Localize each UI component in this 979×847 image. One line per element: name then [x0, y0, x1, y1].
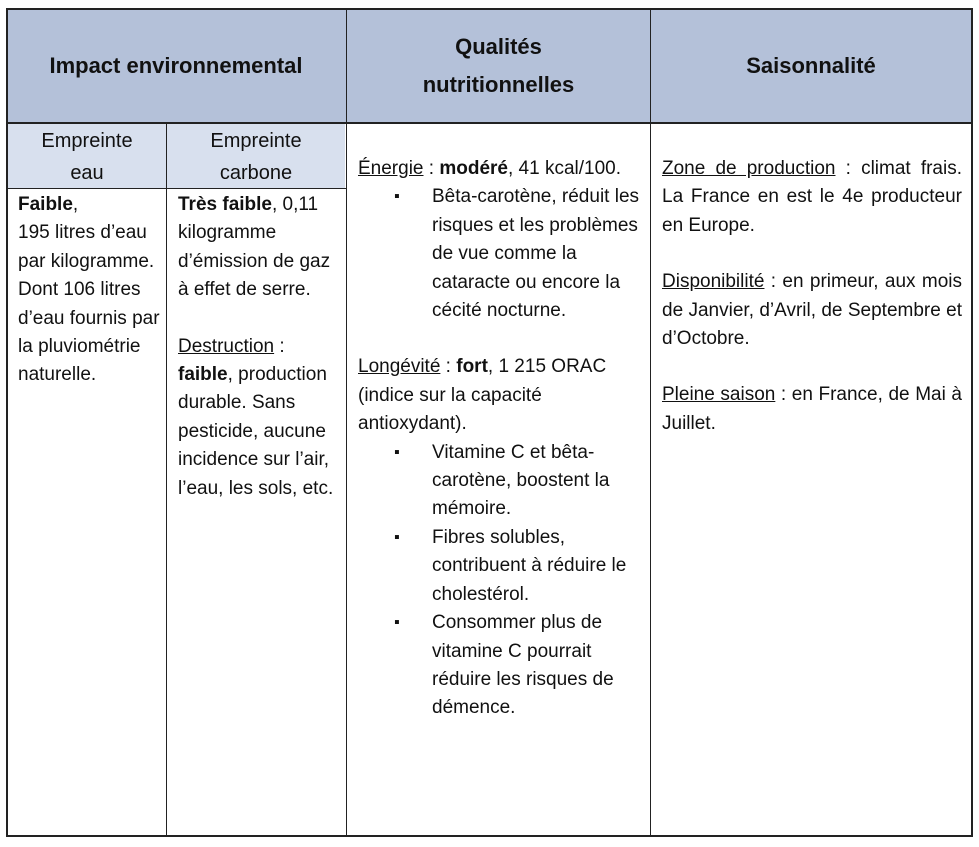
- header-qualites-line1: Qualités: [455, 34, 542, 59]
- cell-qualites-nutritionnelles: [358, 155, 642, 723]
- cell-saisonnalite: [662, 155, 962, 438]
- longevite-rating: fort: [456, 356, 488, 378]
- subheader-divider: [6, 188, 347, 189]
- subheader-empreinte-carbone: [167, 124, 345, 188]
- energie-bullet-list: [358, 183, 642, 325]
- cell-empreinte-eau: [18, 191, 162, 390]
- destruction-description: , production durable. Sans pesticide, aucune incidence sur l’air, l’eau, les sols, etc.: [178, 364, 334, 499]
- table-border-bottom: [6, 835, 973, 837]
- table-border-left: [6, 8, 8, 837]
- eau-description: , 195 litres d’eau par kilogramme. Dont 106 litres d’eau fournis par la pluviométrie naturelle.: [18, 194, 160, 386]
- table-border-right: [971, 8, 973, 837]
- energie-paragraph: [358, 155, 642, 183]
- carbone-rating: Très faible: [178, 194, 272, 215]
- pleine-saison-text: : en France, de Mai à Juillet.: [662, 384, 962, 434]
- table-border-top: [6, 8, 973, 10]
- header-qualites-nutritionnelles: [347, 10, 650, 122]
- energie-rating: modéré: [439, 158, 508, 179]
- header-saisonnalite: [651, 10, 971, 122]
- carbone-paragraph: [178, 191, 338, 305]
- header-impact-environnemental: [6, 10, 346, 122]
- longevite-description: , 1 215 ORAC (indice sur la capacité antioxydant).: [358, 356, 607, 435]
- longevite-label: Longévité: [358, 356, 441, 378]
- cell-empreinte-carbone: [178, 191, 338, 503]
- column-divider-1: [346, 8, 347, 837]
- list-item: ▪ Fibres solubles, contribuent à réduire le cholestérol.: [358, 524, 642, 609]
- list-item: ▪ Vitamine C et bêta-carotène, boostent la mémoire.: [358, 439, 642, 524]
- header-impact-label: Impact environnemental: [49, 53, 303, 78]
- header-divider: [6, 122, 973, 124]
- destruction-paragraph: [178, 333, 338, 503]
- column-divider-eau-carbone: [166, 122, 167, 837]
- pleine-saison-paragraph: [662, 381, 962, 438]
- zone-production-label: Zone de production: [662, 158, 836, 179]
- column-divider-2: [650, 8, 651, 837]
- pleine-saison-label: Pleine saison: [662, 384, 776, 406]
- carbone-description: , 0,11 kilogramme d’émission de gaz à effet de serre.: [178, 194, 331, 301]
- subheader-eau-line2: eau: [70, 162, 104, 184]
- list-item: ▪ Consommer plus de vitamine C pourrait réduire les risques de démence.: [358, 609, 642, 723]
- list-item: ▪ Bêta-carotène, réduit les risques et les problèmes de vue comme la cataracte ou encore la cécité nocturne.: [358, 183, 642, 325]
- longevite-sep: :: [440, 356, 457, 378]
- energie-label: Énergie: [358, 158, 424, 179]
- subheader-empreinte-eau: [8, 124, 166, 188]
- energie-sep: :: [423, 158, 440, 179]
- header-saisonnalite-label: Saisonnalité: [746, 53, 876, 78]
- disponibilite-label: Disponibilité: [662, 271, 765, 293]
- destruction-rating: faible: [178, 364, 228, 386]
- energie-description: , 41 kcal/100.: [507, 158, 622, 179]
- header-qualites-line2: nutritionnelles: [422, 72, 575, 97]
- subheader-eau-line1: Empreinte: [41, 130, 133, 152]
- eau-rating: Faible: [18, 194, 73, 215]
- zone-production-paragraph: [662, 155, 962, 240]
- subheader-carbone-line1: Empreinte: [210, 130, 302, 152]
- destruction-sep: :: [274, 335, 285, 357]
- disponibilite-paragraph: [662, 268, 962, 353]
- zone-production-text: : climat frais. La France en est le 4e producteur en Europe.: [662, 158, 963, 236]
- subheader-carbone-line2: carbone: [219, 162, 293, 184]
- destruction-label: Destruction: [178, 335, 275, 357]
- longevite-paragraph: [358, 353, 642, 438]
- longevite-bullet-list: [358, 439, 642, 723]
- disponibilite-text: : en primeur, aux mois de Janvier, d’Avril, de Septembre et d’Octobre.: [662, 271, 962, 350]
